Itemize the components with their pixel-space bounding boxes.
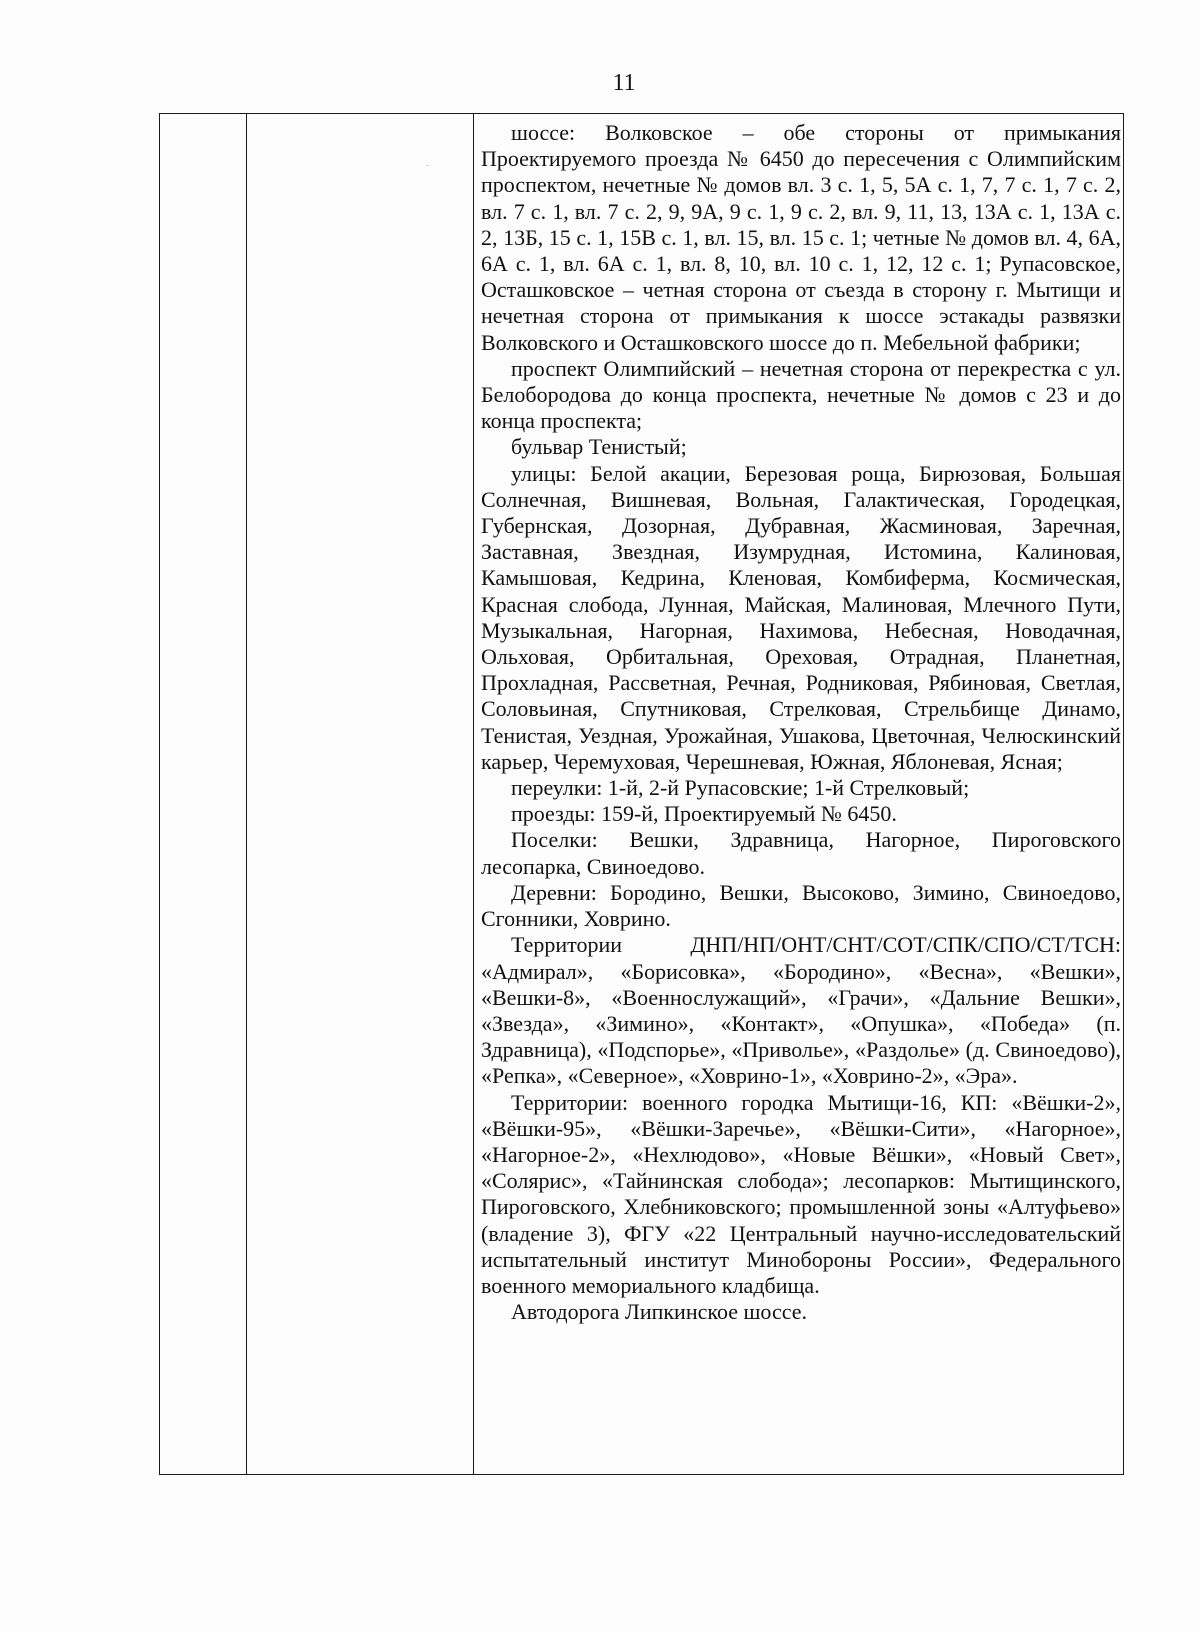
paragraph-garden-territories: Территории ДНП/НП/ОНТ/СНТ/СОТ/СПК/СПО/СТ/ТСН: «Адмирал», «Борисовка», «Бородино», «Весна», «Вешки», «Вешки-8», «Военнослужащий», «Грачи», «Дальние Вешки», «Звезда», «Зимино», «Контакт», «Опушка», «Победа» (п. Здравница), «Подспорье», «Приволье», «Раздолье» (д. Свиноедово), «Репка», «Северное», «Ховрино-1», «Ховрино-2», «Эра». bbox=[481, 932, 1121, 1089]
paragraph-villages: Деревни: Бородино, Вешки, Высоково, Зимино, Свиноедово, Сгонники, Ховрино. bbox=[481, 879, 1121, 932]
paragraph-lanes: переулки: 1-й, 2-й Рупасовские; 1-й Стрелковый; bbox=[511, 775, 970, 801]
paragraph-passages: проезды: 159-й, Проектируемый № 6450. bbox=[511, 801, 897, 827]
paragraph-road: Автодорога Липкинское шоссе. bbox=[511, 1299, 808, 1325]
paragraph-settlements: Поселки: Вешки, Здравница, Нагорное, Пироговского лесопарка, Свиноедово. bbox=[481, 827, 1121, 879]
table-row bbox=[160, 114, 1124, 1475]
paragraph-territories: Территории: военного городка Мытищи-16, КП: «Вёшки-2», «Вёшки-95», «Вёшки-Заречье», «Вёшки-Сити», «Нагорное», «Нагорное-2», «Нехлюдово», «Новые Вёшки», «Новый Свет», «Солярис», «Тайнинская слобода»; лесопарков: Мытищинского, Пироговского, Хлебниковского; промышленной зоны «Алтуфьево» (владение 3), ФГУ «22 Центральный научно-исследовательский испытательный институт Минобороны России», Федерального военного мемориального кладбища. bbox=[481, 1089, 1121, 1298]
paragraph-highways: шоссе: Волковское – обе стороны от примыкания Проектируемого проезда № 6450 до пересечения с Олимпийским проспектом, нечетные № домов вл. 3 с. 1, 5, 5А с. 1, 7, 7 с. 1, 7 с. 2, вл. 7 с. 1, вл. 7 с. 2, 9, 9А, 9 с. 1, 9 с. 2, вл. 9, 11, 13, 13А с. 1, 13А с. 2, 13Б, 15 с. 1, 15В с. 1, вл. 15, вл. 15 с. 1; четные № домов вл. 4, 6А, 6А с. 1, вл. 6А с. 1, вл. 8, 10, вл. 10 с. 1, 12, 12 с. 1; Рупасовское, Осташковское – четная сторона от съезда в сторону г. Мытищи и нечетная сторона от примыкания к шоссе эстакады развязки Волковского и Осташковского шоссе до п. Мебельной фабрики; bbox=[481, 120, 1121, 355]
paragraph-streets: улицы: Белой акации, Березовая роща, Бирюзовая, Большая Солнечная, Вишневая, Вольная, Галактическая, Городецкая, Губернская, Дозорная, Дубравная, Жасминовая, Заречная, Заставная, Звездная, Изумрудная, Истомина, Калиновая, Камышовая, Кедрина, Кленовая, Комбиферма, Космическая, Красная слобода, Лунная, Майская, Малиновая, Млечного Пути, Музыкальная, Нагорная, Нахимова, Небесная, Новодачная, Ольховая, Орбитальная, Ореховая, Отрадная, Планетная, Прохладная, Рассветная, Речная, Родниковая, Рябиновая, Светлая, Соловьиная, Спутниковая, Стрелковая, Стрельбище Динамо, Тенистая, Уездная, Урожайная, Ушакова, Цветочная, Челюскинский карьер, Черемуховая, Черешневая, Южная, Яблоневая, Ясная; bbox=[481, 460, 1121, 774]
paragraph-avenue: проспект Олимпийский – нечетная сторона от перекрестка с ул. Белобородова до конца проспекта, нечетные № домов с 23 и до конца проспекта; bbox=[481, 355, 1121, 434]
table-cell-district bbox=[247, 114, 474, 1475]
description-text bbox=[474, 114, 1123, 1325]
paragraph-boulevard: бульвар Тенистый; bbox=[511, 434, 687, 460]
page-number: 11 bbox=[612, 70, 636, 96]
document-table bbox=[159, 113, 1124, 1475]
table-cell-description bbox=[474, 114, 1124, 1475]
table-cell-number bbox=[160, 114, 247, 1475]
